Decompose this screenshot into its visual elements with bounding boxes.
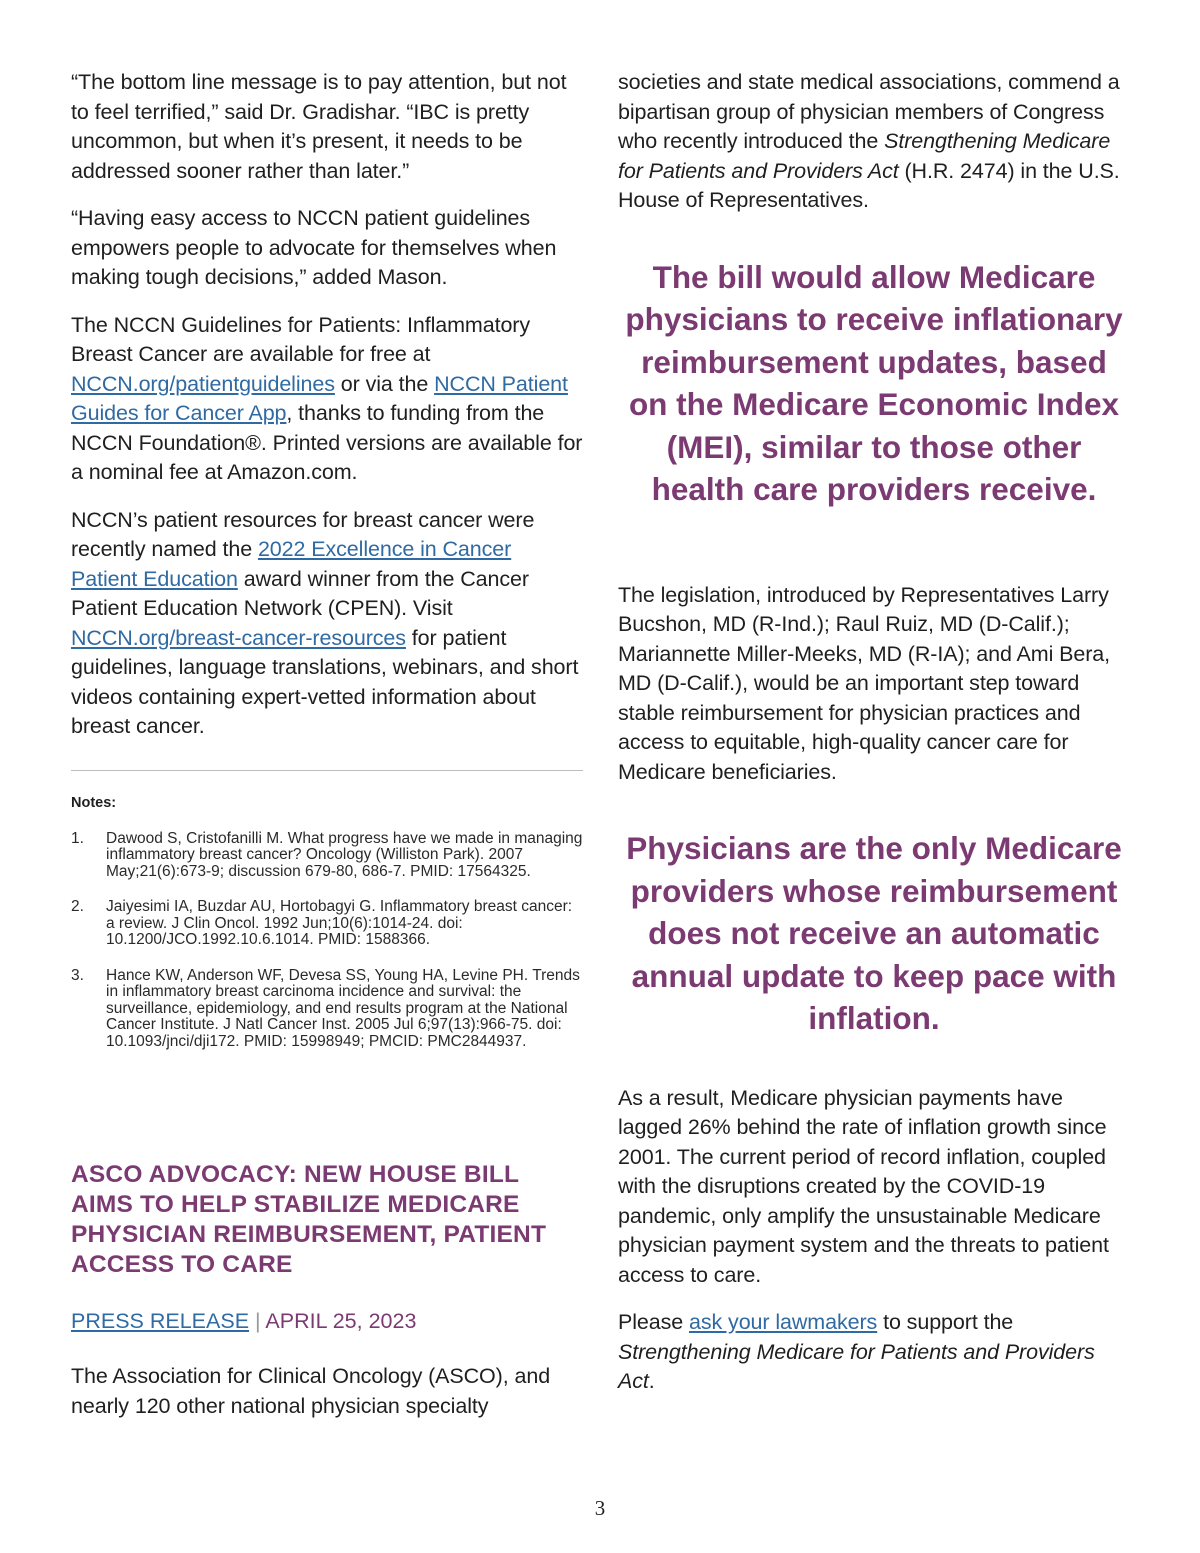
notes-divider bbox=[71, 770, 583, 771]
byline-date: APRIL 25, 2023 bbox=[265, 1309, 417, 1333]
text-span: The NCCN Guidelines for Patients: Inflammatory Breast Cancer are available for free at bbox=[71, 312, 531, 366]
byline-separator: | bbox=[249, 1309, 266, 1333]
note-item bbox=[71, 899, 583, 949]
text-span: NCCN’s patient resources for breast cancer were recently named the bbox=[71, 507, 535, 561]
text-span: Please bbox=[618, 1310, 690, 1334]
quote-gradishar: “The bottom line message is to pay attention, but not to feel terrified,” said Dr. Gradishar. “IBC is pretty uncommon, but when it’s present, it needs to be addressed sooner rather than later.” bbox=[71, 70, 567, 183]
left-column bbox=[71, 68, 583, 1439]
note-item bbox=[71, 831, 583, 881]
payments-lagged-paragraph: As a result, Medicare physician payments have lagged 26% behind the rate of inflation growth since 2001. The current period of record inflation, coupled with the disruptions created by the COVID-19 pandemic, only amplify the unsustainable Medicare physician payment system and the threats to patient access to care. bbox=[618, 1085, 1109, 1287]
note-number: 1. bbox=[71, 829, 84, 847]
asco-intro: The Association for Clinical Oncology (ASCO), and nearly 120 other national physician specialty bbox=[71, 1364, 551, 1418]
text-span: or via the bbox=[334, 371, 435, 396]
notes-title: Notes: bbox=[71, 794, 117, 811]
byline bbox=[71, 1306, 583, 1336]
notes-list bbox=[71, 831, 583, 1051]
note-text: Jaiyesimi IA, Buzdar AU, Hortobagyi G. Inflammatory breast cancer: a review. J Clin Oncol. 1992 Jun;10(6):1014-24. doi: 10.1200/JCO.1992.10.6.1014. PMID: 1588366. bbox=[106, 898, 573, 948]
asco-intro-continued bbox=[618, 68, 1130, 216]
press-release-link[interactable]: PRESS RELEASE bbox=[71, 1309, 250, 1333]
text-span: societies and state medical associations, commend a bipartisan group of physician members of Congress who recently introduced the bbox=[618, 70, 1120, 153]
text-span: . bbox=[648, 1369, 655, 1393]
guidelines-availability bbox=[71, 311, 583, 488]
note-item bbox=[71, 968, 583, 1051]
text-span: (H.R. 2474) in the U.S. House of Representatives. bbox=[618, 158, 1120, 212]
note-text: Hance KW, Anderson WF, Devesa SS, Young HA, Levine PH. Trends in inflammatory breast carcinoma incidence and survival: the surveillance, epidemiology, and end results program at the National Cancer Institute. J Natl Cancer Inst. 2005 Jul 6;97(13):966-75. doi: 10.1093/jnci/dji172. PMID: 15998949; PMCID: PMC2844937. bbox=[106, 966, 580, 1050]
pull-quote-bill: The bill would allow Medicare physicians to receive inflationary reimbursement updates, based on the Medicare Economic Index (MEI), similar to those other health care providers receive. bbox=[625, 258, 1123, 507]
note-number: 3. bbox=[71, 966, 84, 984]
note-text: Dawood S, Cristofanilli M. What progress have we made in managing inflammatory breast cancer? Oncology (Williston Park). 2007 May;21(6):673-9; discussion 679-80, 686-7. PMID: 17564325. bbox=[106, 829, 583, 880]
act-name: Strengthening Medicare for Patients and Providers Act bbox=[618, 1339, 1095, 1393]
excellence-award-link[interactable]: 2022 Excellence in Cancer Patient Education bbox=[71, 537, 512, 591]
pull-quote-physicians: Physicians are the only Medicare providers whose reimbursement does not receive an automatic annual update to keep pace with inflation. bbox=[626, 830, 1122, 1036]
article-title: ASCO ADVOCACY: NEW HOUSE BILL AIMS TO HELP STABILIZE MEDICARE PHYSICIAN REIMBURSEMENT, PATIENT ACCESS TO CARE bbox=[71, 1161, 547, 1278]
text-span: , thanks to funding from the NCCN Foundation®. Printed versions are available for a nominal fee at Amazon.com. bbox=[71, 401, 583, 484]
right-column bbox=[618, 68, 1130, 1415]
text-span: to support the bbox=[877, 1310, 1014, 1334]
nccn-patient-guides-app-link[interactable]: NCCN Patient Guides for Cancer App bbox=[71, 371, 568, 425]
quote-mason: “Having easy access to NCCN patient guidelines empowers people to advocate for themselves when making tough decisions,” added Mason. bbox=[71, 206, 557, 289]
act-name: Strengthening Medicare for Patients and Providers Act bbox=[618, 129, 1111, 183]
note-number: 2. bbox=[71, 898, 84, 915]
legislation-paragraph: The legislation, introduced by Representatives Larry Bucshon, MD (R-Ind.); Raul Ruiz, MD (D-Calif.); Mariannette Miller-Meeks, MD (R-IA); and Ami Bera, MD (D-Calif.), would be an important step toward stable reimbursement for physician practices and access to equitable, high-quality cancer care for Medicare beneficiaries. bbox=[618, 582, 1111, 784]
nccn-patientguidelines-link[interactable]: NCCN.org/patientguidelines bbox=[71, 371, 335, 396]
breast-cancer-resources-link[interactable]: NCCN.org/breast-cancer-resources bbox=[71, 625, 406, 650]
page-number: 3 bbox=[594, 1496, 606, 1520]
text-span: award winner from the Cancer Patient Education Network (CPEN). Visit bbox=[71, 566, 529, 620]
call-to-action bbox=[618, 1308, 1130, 1397]
patient-resources-award bbox=[71, 506, 583, 742]
ask-lawmakers-link[interactable]: ask your lawmakers bbox=[689, 1310, 878, 1334]
text-span: for patient guidelines, language translations, webinars, and short videos containing expert-vetted information about breast cancer. bbox=[71, 625, 579, 738]
